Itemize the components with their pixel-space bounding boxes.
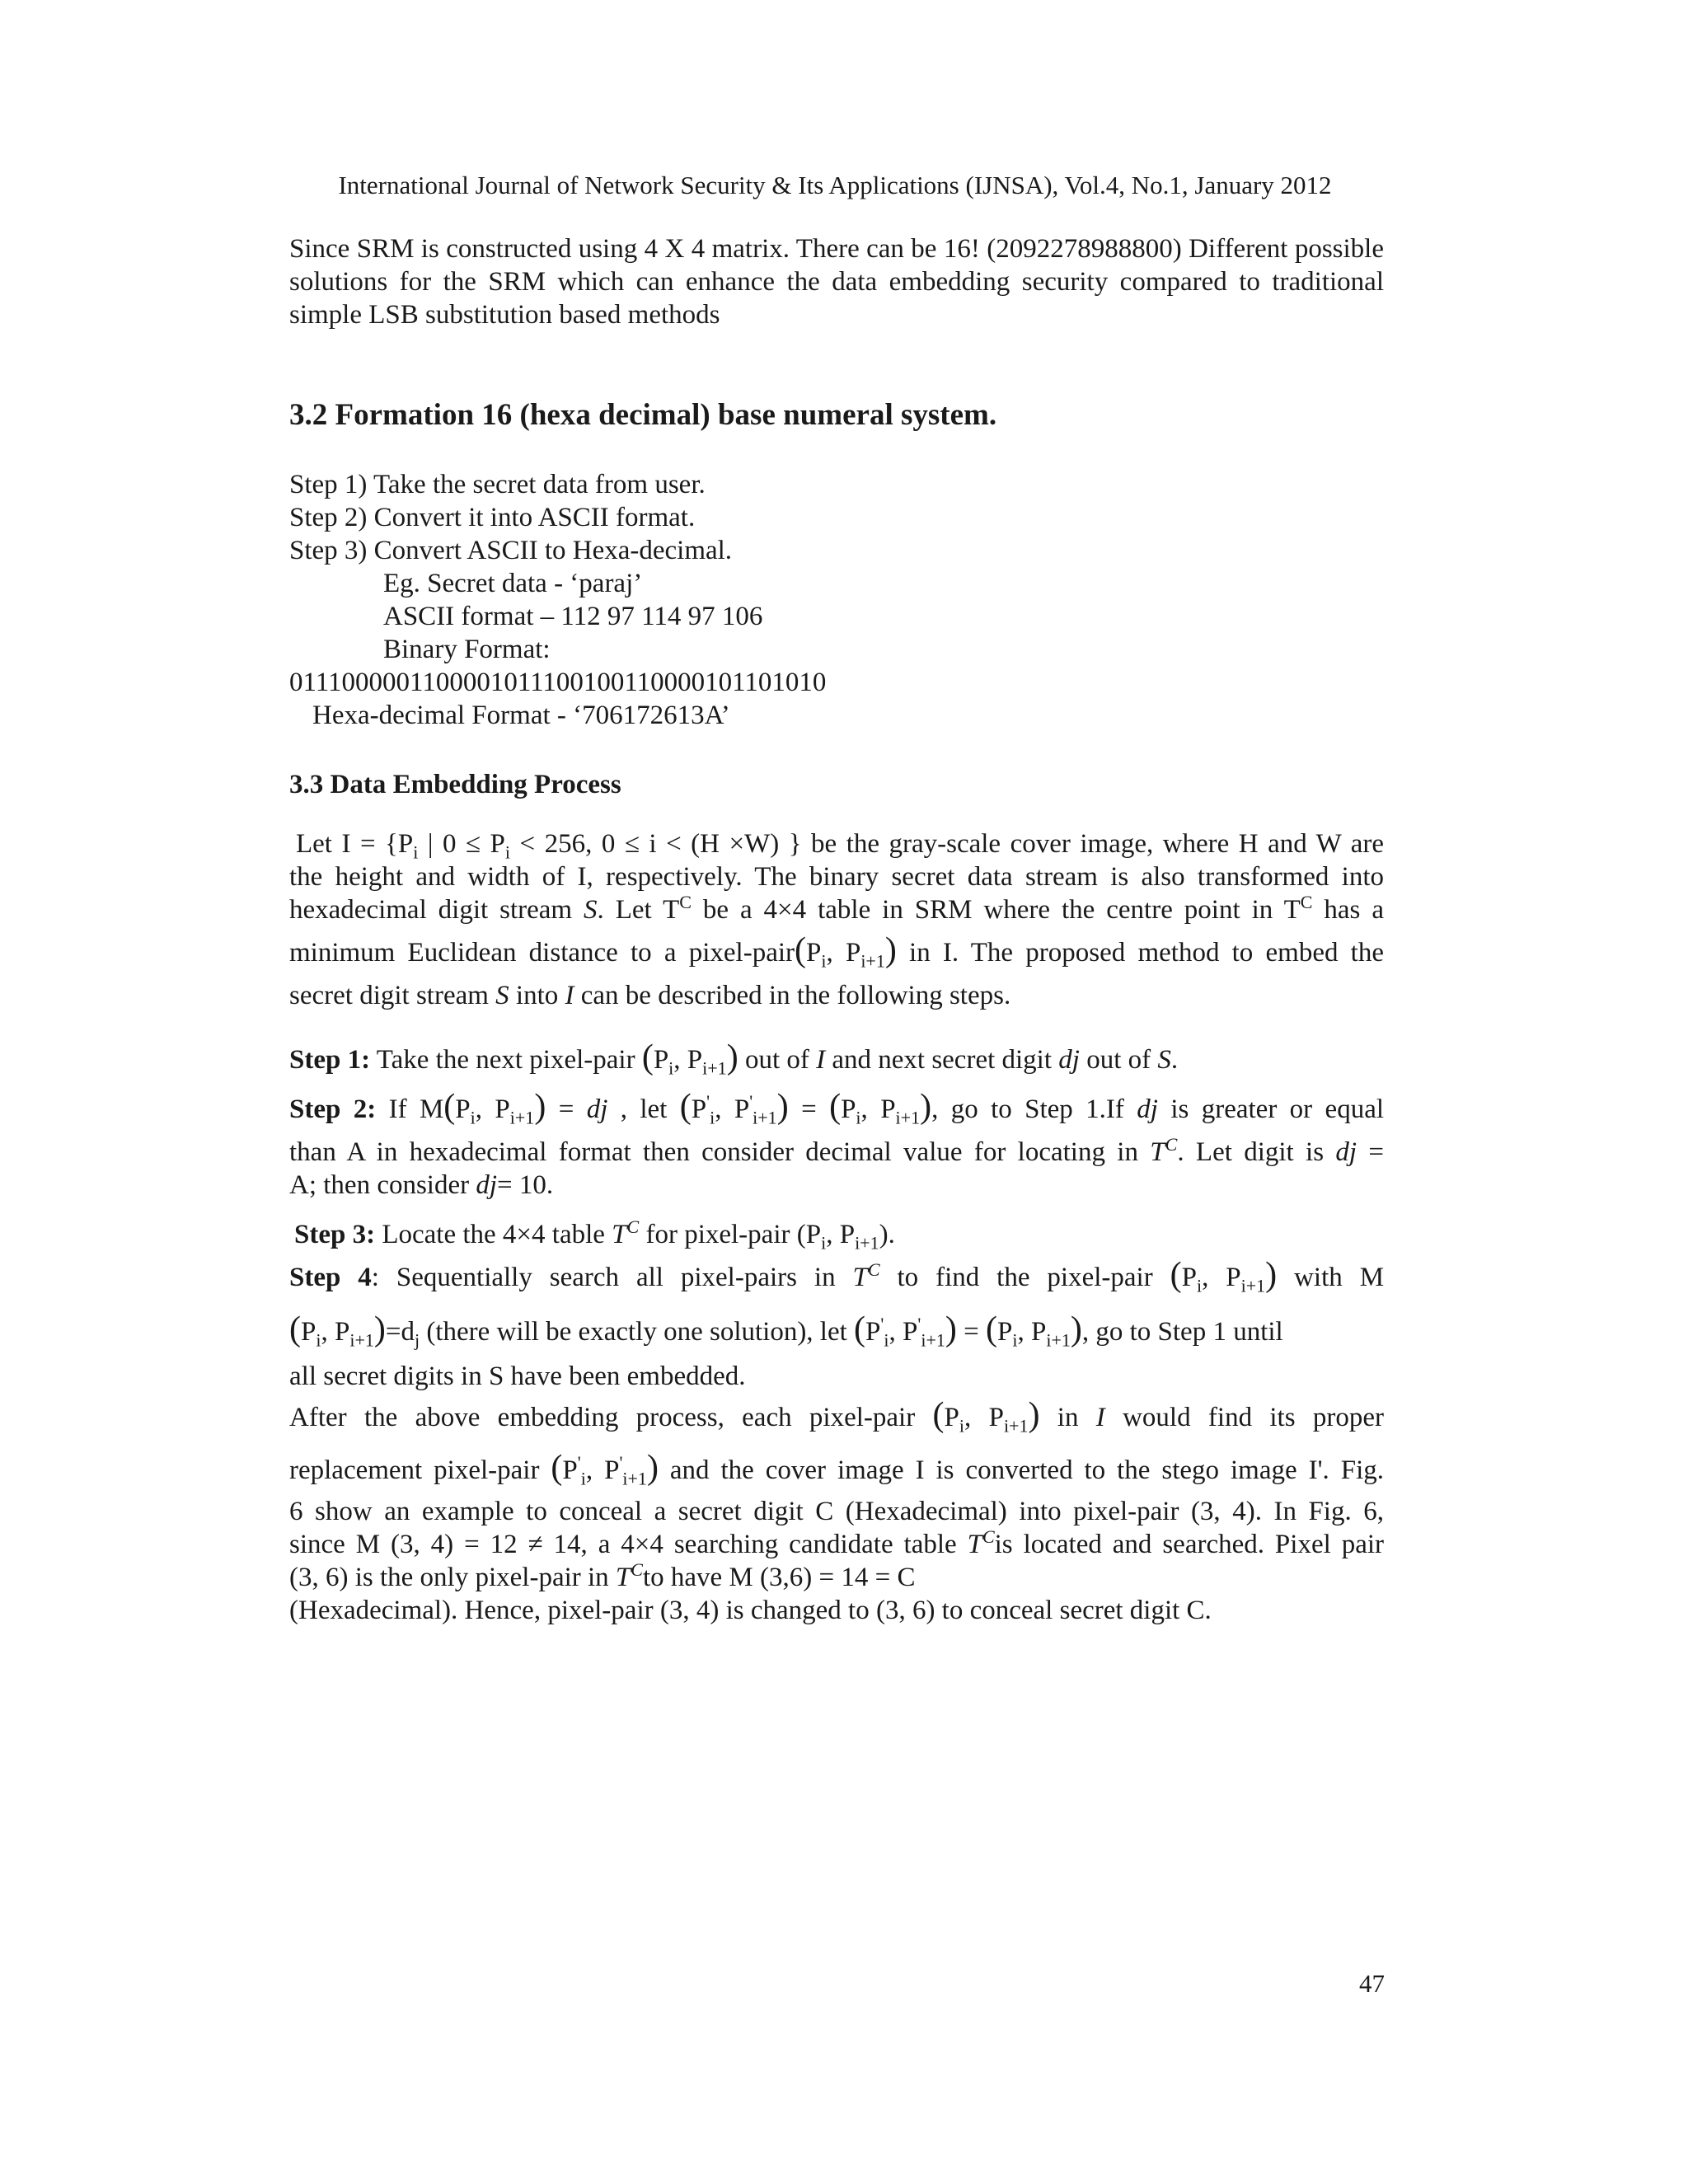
para-line-5: secret digit stream S into I can be described in the following steps. xyxy=(289,981,1011,1010)
para-line-4: minimum Euclidean distance to a pixel-$pair(P_i$, $P_{i+1}$) in I. The proposed method to embed the xyxy=(289,931,1384,972)
example-ascii: ASCII format – 112 97 114 97 106 xyxy=(383,602,763,631)
step-1-text: Step 1) Take the secret data from user. xyxy=(289,470,706,499)
journal-header: International Journal of Network Security & Its Applications (IJNSA), Vol.4, No.1, January 2012 xyxy=(338,171,1332,199)
example-secret: Eg. Secret data - ‘paraj’ xyxy=(383,569,643,598)
embed-step-2: Step 2: If $M(P_i$, $P_{i+1}$) = dj , let ($P'_i$, $P'_{i+1}) = (P_i$, $P_{i+1}$), go to Step 1.If dj is greater or equal than A in hexadecimal format then consider decimal value for locating in $T^C$. Let digit is dj = A; then consider dj= 10. xyxy=(289,1088,1385,1200)
example-hex: Hexa-decimal Format - ‘706172613A’ xyxy=(312,701,730,730)
step-3-text: Step 3) Convert ASCII to Hexa-decimal. xyxy=(289,536,733,565)
page-number: 47 xyxy=(1359,1969,1385,1998)
section-3-2-steps xyxy=(289,468,1384,732)
para-line-3: hexadecimal digit stream S. Let $T^C$ be a 4×4 table in SRM where the centre point in $T^C$ has a xyxy=(289,892,1384,925)
example-binary-label: Binary Format: xyxy=(383,635,551,664)
embed-step-4: Step 4: Sequentially search all pixel-pairs in $T^C$ to find the pixel-pair ($P_i$, $P_{i+1}$) with M ($P_i$, $P_{i+1})=d_j$ (there will be exactly one solution), let ($P'_i$, $P'_{i+1}) = (P_i$, $P_{i+1}$), go to Step 1 until all secret digits in S have been embedded. xyxy=(289,1256,1385,1391)
para-line-1: Let $I = \{P_i$ | $0 \le P_i < 256$, 0 ≤ i < (H ×W) } be the gray-scale cover image, where H and W are xyxy=(296,829,1384,863)
para-line-2: the height and width of I, respectively. The binary secret data stream is also transformed into xyxy=(289,862,1384,892)
embedding-summary-paragraph: After the above embedding process, each pixel-pair ($P_i$, $P_{i+1}$) in I would find its proper replacement pixel-pair ($P'_i$, $P'_{i+1}$) and the cover image I is converted to the stego image I'. Fig. 6 show an example to conceal a secret digit C (Hexadecimal) into pixel-pair (3, 4). In Fig. 6, since M (3, 4) = 12 ≠ 14, a 4×4 searching candidate table $T^Cis$ located and searched. Pixel pair (3, 6) is the only pixel-pair in $T^Cto$ have M (3,6) = 14 = C (Hexadecimal). Hence, pixel-pair (3, 4) is changed to (3, 6) to conceal secret digit C. xyxy=(289,1396,1385,1625)
section-3-3-paragraph xyxy=(289,827,1384,1012)
intro-paragraph: Since SRM is constructed using 4 X 4 matrix. There can be 16! (2092278988800) Different possible solutions for the SRM which can enhance the data embedding security compared to traditional simple LSB substitution based methods xyxy=(289,234,1384,330)
embed-step-1: Step 1: Take the next pixel-pair ($P_i$, $P_{i+1}$) out of I and next secret digit dj out of S. xyxy=(289,1038,1179,1079)
embed-step-3: Step 3: Locate the 4×4 table $T^C$ for pixel-pair ($P_i$, $P_{i+1}$). xyxy=(294,1216,895,1254)
step-2-text: Step 2) Convert it into ASCII format. xyxy=(289,503,696,532)
section-heading-3-3: 3.3 Data Embedding Process xyxy=(289,770,621,799)
example-binary-value: 0111000001100001011100100110000101101010 xyxy=(289,668,827,697)
section-heading-3-2: 3.2 Formation 16 (hexa decimal) base numeral system. xyxy=(289,398,997,432)
